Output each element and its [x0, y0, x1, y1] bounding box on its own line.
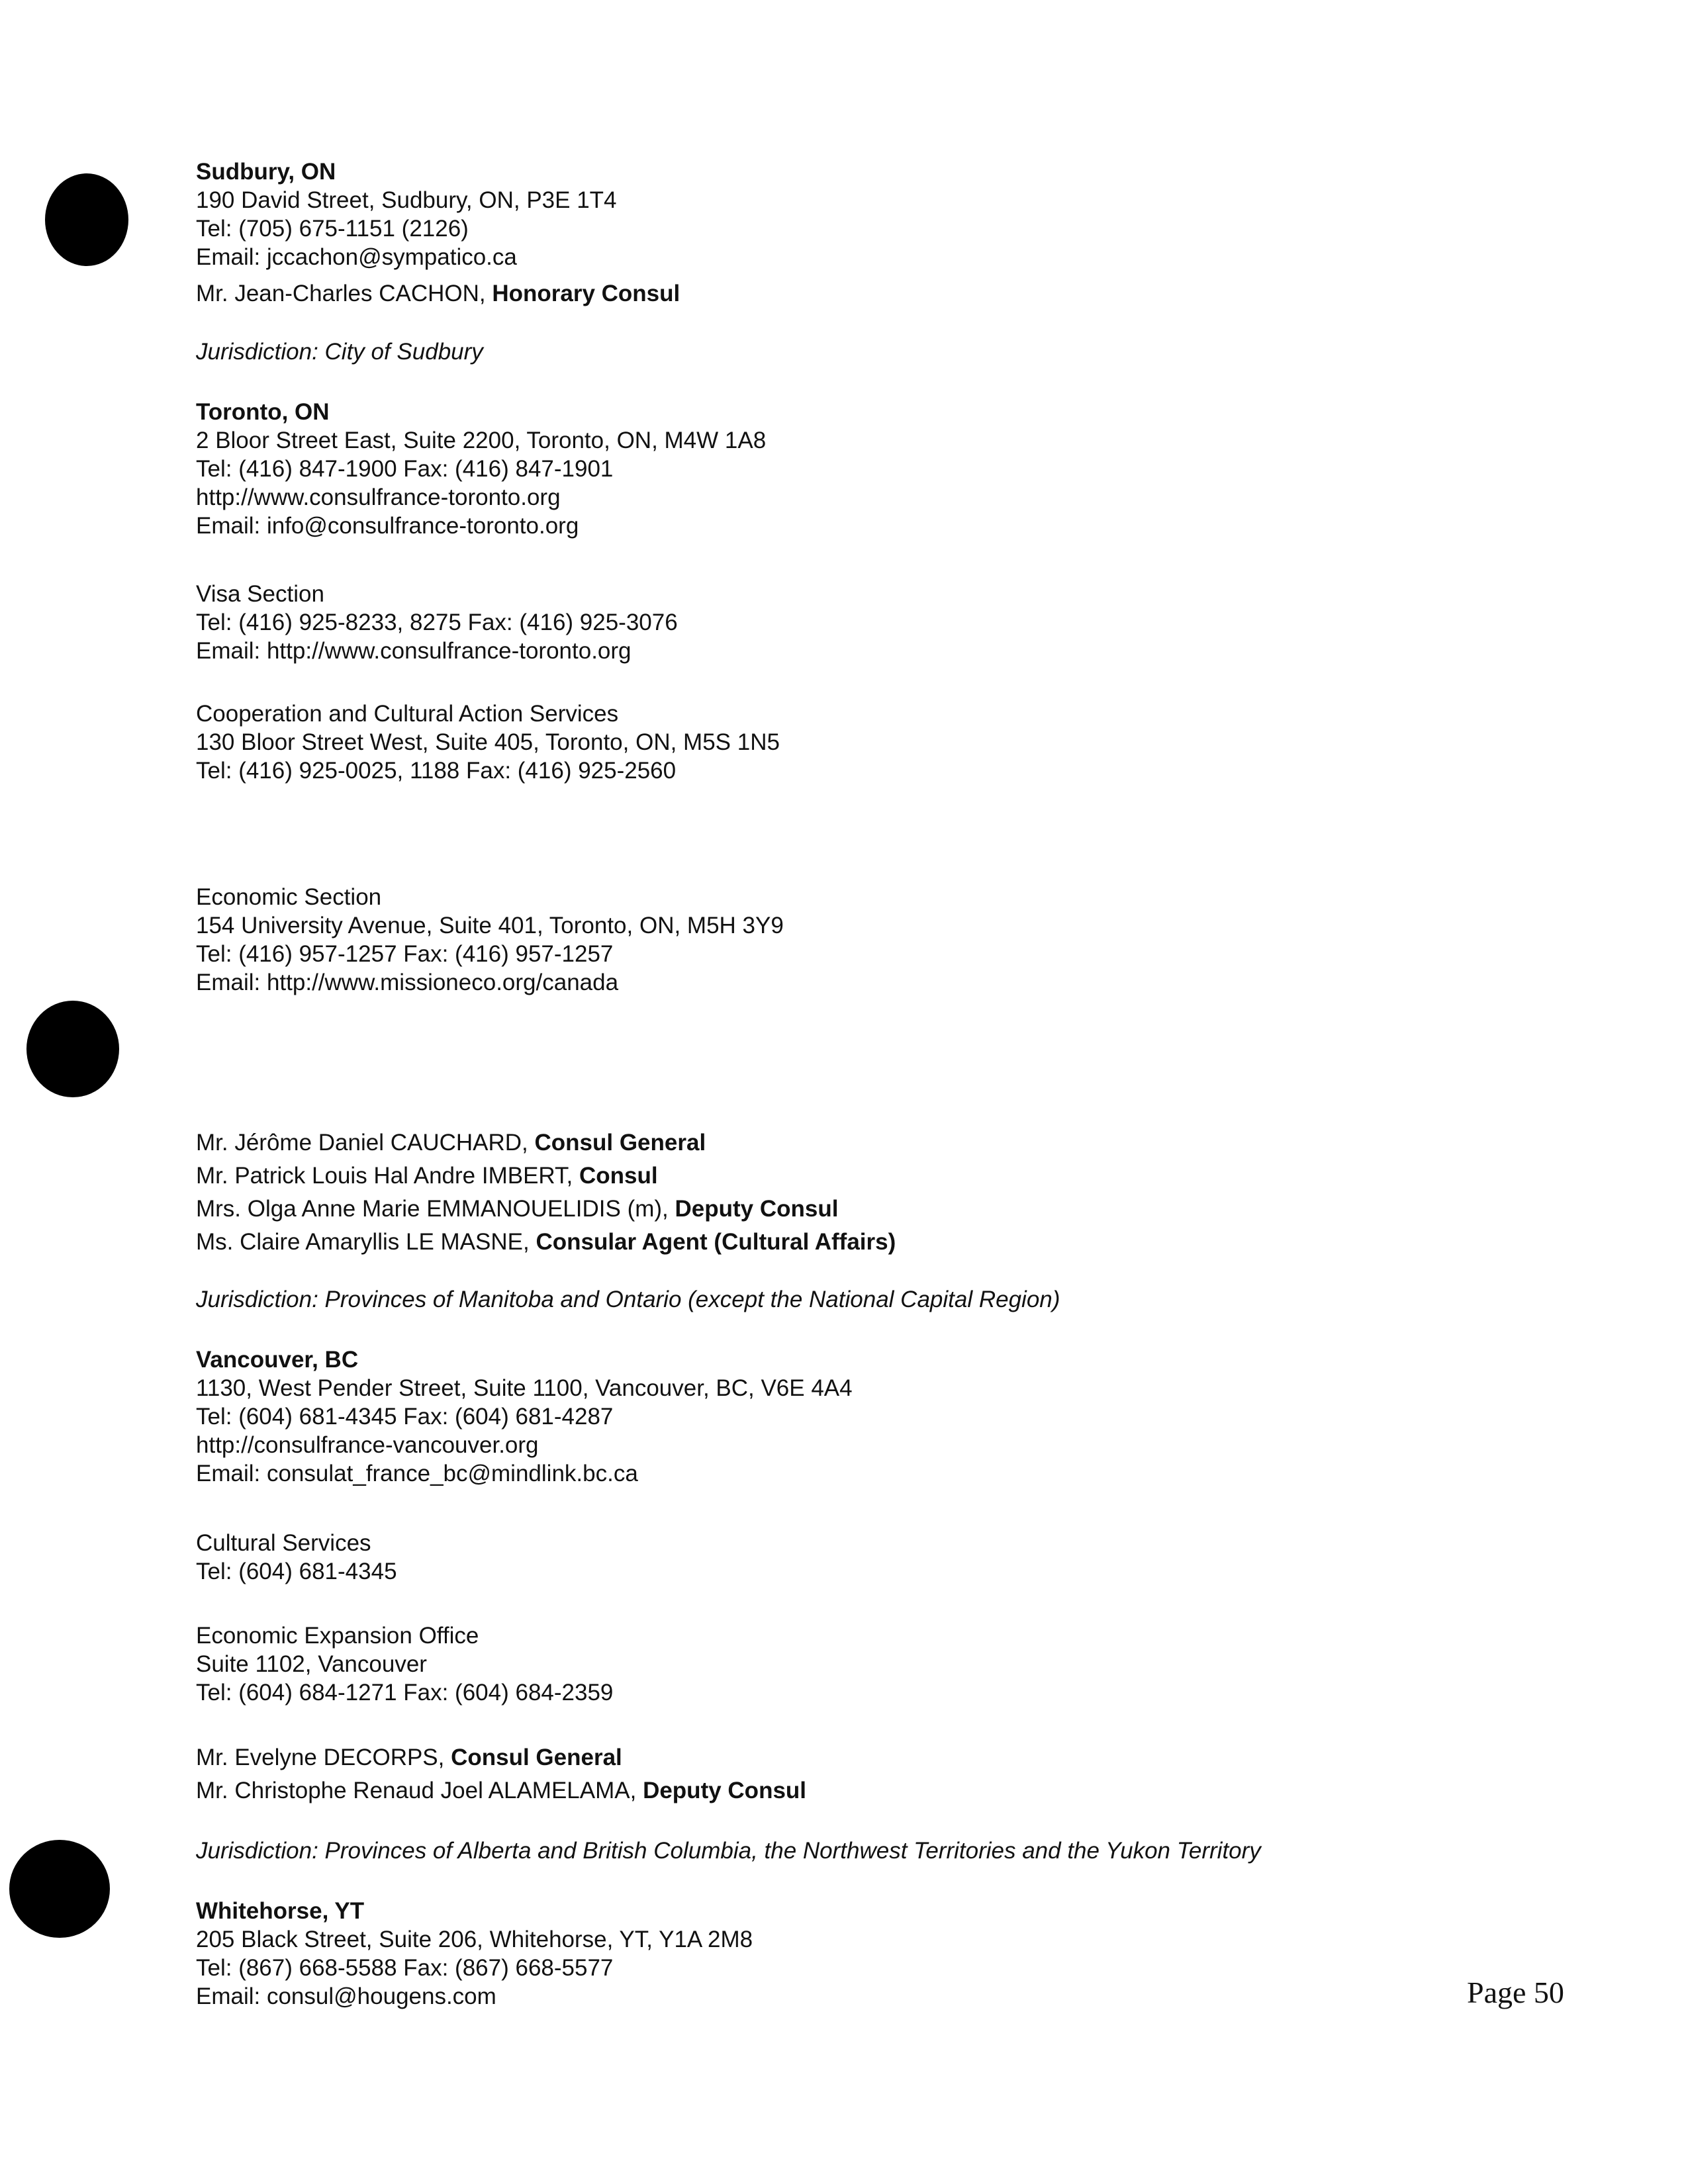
jurisdiction: Jurisdiction: City of Sudbury: [196, 339, 483, 365]
telephone: Tel: (604) 681-4345: [196, 1559, 397, 1584]
punch-hole-bottom: [9, 1840, 110, 1938]
address: 1130, West Pender Street, Suite 1100, Vancouver, BC, V6E 4A4: [196, 1375, 853, 1401]
telephone: Tel: (416) 957-1257 Fax: (416) 957-1257: [196, 941, 614, 967]
section-vancouver: [196, 1345, 1520, 1865]
official-name: Mr. Jérôme Daniel CAUCHARD,: [196, 1130, 535, 1156]
official-role: Consular Agent (Cultural Affairs): [536, 1229, 896, 1255]
official: [196, 279, 1520, 308]
address: 205 Black Street, Suite 206, Whitehorse, YT, Y1A 2M8: [196, 1927, 753, 1952]
telephone: Tel: (604) 684-1271 Fax: (604) 684-2359: [196, 1680, 614, 1706]
subsection-title: Economic Expansion Office: [196, 1623, 479, 1649]
official: [196, 1741, 1520, 1774]
website: http://www.consulfrance-toronto.org: [196, 484, 561, 510]
jurisdiction: Jurisdiction: Provinces of Alberta and British Columbia, the Northwest Territories and the Yukon Territory: [196, 1838, 1261, 1864]
telephone: Tel: (867) 668-5588 Fax: (867) 668-5577: [196, 1955, 614, 1981]
telephone: Tel: (416) 925-8233, 8275 Fax: (416) 925-3076: [196, 610, 678, 635]
official-role: Consul General: [451, 1745, 622, 1770]
telephone: Tel: (705) 675-1151 (2126): [196, 216, 469, 242]
section-heading: Toronto, ON: [196, 399, 330, 425]
telephone: Tel: (604) 681-4345 Fax: (604) 681-4287: [196, 1404, 614, 1430]
official-role: Consul: [579, 1163, 658, 1189]
telephone: Tel: (416) 925-0025, 1188 Fax: (416) 925-2560: [196, 758, 677, 784]
section-sudbury: [196, 158, 1520, 366]
section-whitehorse: [196, 1897, 1520, 2011]
address: 2 Bloor Street East, Suite 2200, Toronto, ON, M4W 1A8: [196, 428, 767, 453]
page-number: Page 50: [1467, 1976, 1564, 2009]
official-name: Mr. Patrick Louis Hal Andre IMBERT,: [196, 1163, 580, 1189]
subsection-title: Cooperation and Cultural Action Services: [196, 701, 619, 727]
official-name: Mr. Christophe Renaud Joel ALAMELAMA,: [196, 1778, 643, 1803]
address: 190 David Street, Sudbury, ON, P3E 1T4: [196, 187, 617, 213]
jurisdiction: Jurisdiction: Provinces of Manitoba and Ontario (except the National Capital Region): [196, 1287, 1060, 1312]
address: 154 University Avenue, Suite 401, Toronto, ON, M5H 3Y9: [196, 913, 784, 938]
punch-hole-top: [45, 173, 128, 266]
official-role: Deputy Consul: [643, 1778, 807, 1803]
section-heading: Whitehorse, YT: [196, 1898, 365, 1924]
official: [196, 1160, 1520, 1193]
subsection-title: Economic Section: [196, 884, 382, 910]
consulate-listing: [196, 158, 1520, 2011]
email: Email: jccachon@sympatico.ca: [196, 244, 517, 270]
official-name: Mrs. Olga Anne Marie EMMANOUELIDIS (m),: [196, 1196, 675, 1222]
official: [196, 1226, 1520, 1259]
subsection-title: Cultural Services: [196, 1530, 371, 1556]
section-toronto: [196, 398, 1520, 1314]
email: Email: info@consulfrance-toronto.org: [196, 513, 579, 539]
official: [196, 1126, 1520, 1160]
website: http://consulfrance-vancouver.org: [196, 1432, 539, 1458]
email: Email: consul@hougens.com: [196, 1983, 496, 2009]
telephone: Tel: (416) 847-1900 Fax: (416) 847-1901: [196, 456, 614, 482]
official-name: Mr. Jean-Charles CACHON,: [196, 281, 492, 306]
officials-list: [196, 1126, 1520, 1259]
subsection-title: Visa Section: [196, 581, 324, 607]
email: Email: consulat_france_bc@mindlink.bc.ca: [196, 1461, 638, 1486]
section-heading: Vancouver, BC: [196, 1347, 359, 1373]
official-name: Ms. Claire Amaryllis LE MASNE,: [196, 1229, 536, 1255]
punch-hole-middle: [26, 1001, 119, 1097]
officials-list: [196, 1741, 1520, 1807]
address: 130 Bloor Street West, Suite 405, Toronto, ON, M5S 1N5: [196, 729, 780, 755]
official: [196, 1774, 1520, 1807]
official-name: Mr. Evelyne DECORPS,: [196, 1745, 451, 1770]
official-role: Honorary Consul: [492, 281, 680, 306]
email: Email: http://www.missioneco.org/canada: [196, 970, 619, 995]
official: [196, 1193, 1520, 1226]
official-role: Consul General: [534, 1130, 706, 1156]
address: Suite 1102, Vancouver: [196, 1651, 427, 1677]
section-heading: Sudbury, ON: [196, 159, 336, 185]
email: Email: http://www.consulfrance-toronto.org: [196, 638, 632, 664]
official-role: Deputy Consul: [675, 1196, 839, 1222]
